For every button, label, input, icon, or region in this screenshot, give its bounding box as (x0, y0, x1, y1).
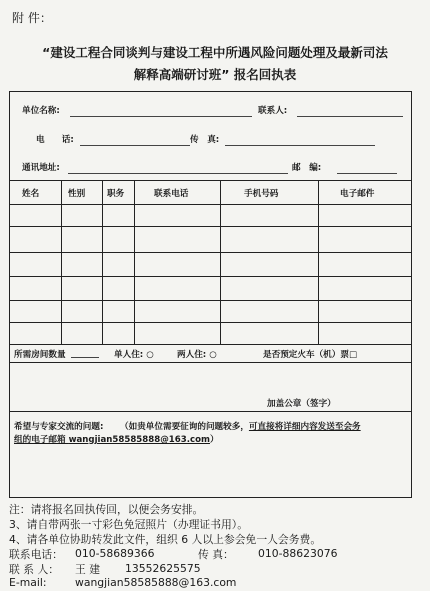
room-count-label: 所需房间数量 (14, 350, 66, 360)
fax-field[interactable] (225, 145, 375, 146)
expert-questions-label: 希望与专家交流的问题: (14, 422, 104, 432)
unit-name-label: 单位名称: (22, 106, 60, 116)
single-room-option[interactable]: 单人住: ○ (114, 350, 154, 360)
attachment-label: 附 件： (12, 11, 52, 25)
note-1: 注：请将报名回执传回，以便会务安排。 (9, 503, 204, 516)
fax-label: 传 真: (190, 135, 220, 145)
double-room-option[interactable]: 两人住: ○ (177, 350, 217, 360)
room-count-field[interactable] (71, 357, 99, 358)
expert-questions-note: （如贵单位需要征询的问题较多，可直接将详细内容发送至会务 (120, 422, 361, 432)
contact-phone-label: 联系电话： (9, 548, 63, 561)
col-header-gender: 性别 (68, 189, 86, 199)
note-3: 3、请自带两张一寸彩色免冠照片（办理证书用）。 (9, 518, 248, 531)
contact-phone: 010-58689366 (75, 547, 155, 560)
postcode-label: 邮 编: (292, 163, 322, 173)
form-title-line-2: 解释高端研讨班” 报名回执表 (133, 67, 297, 82)
phone-label: 电 话: (36, 135, 74, 145)
address-field[interactable] (68, 173, 288, 174)
contact-person-name: 王 建 (75, 563, 101, 576)
form-title-line-1: “建设工程合同谈判与建设工程中所遇风险问题处理及最新司法 (42, 45, 388, 60)
contact-fax-label: 传 真： (198, 548, 234, 561)
contact-email-label: E-mail: (9, 576, 47, 589)
col-header-email: 电子邮件 (340, 189, 375, 199)
col-header-phone: 联系电话 (154, 189, 189, 199)
col-header-name: 姓名 (22, 189, 40, 199)
col-header-title: 职务 (107, 189, 125, 199)
note-4: 4、请各单位协助转发此文件，组织 6 人以上参会免一人会务费。 (9, 533, 322, 546)
contact-email[interactable]: wangjian58585888@163.com (75, 576, 237, 589)
contact-fax: 010-88623076 (258, 547, 338, 560)
contact-mobile: 13552625575 (125, 562, 201, 575)
unit-name-field[interactable] (70, 116, 252, 117)
train-ticket-option[interactable]: 是否预定火车（机）票□ (263, 350, 358, 360)
contact-person-label-footer: 联 系 人： (9, 563, 60, 576)
phone-field[interactable] (80, 145, 190, 146)
seal-signature-label: 加盖公章（签字） (267, 399, 336, 409)
exchange-email-link[interactable]: wangjian58585888@163.com (68, 435, 210, 445)
address-label: 通讯地址: (22, 163, 60, 173)
expert-questions-note-cont: 组的电子邮箱 wangjian58585888@163.com） (14, 435, 219, 445)
contact-person-label: 联系人: (258, 106, 288, 116)
contact-person-field[interactable] (297, 116, 403, 117)
col-header-mobile: 手机号码 (244, 189, 279, 199)
postcode-field[interactable] (337, 173, 397, 174)
